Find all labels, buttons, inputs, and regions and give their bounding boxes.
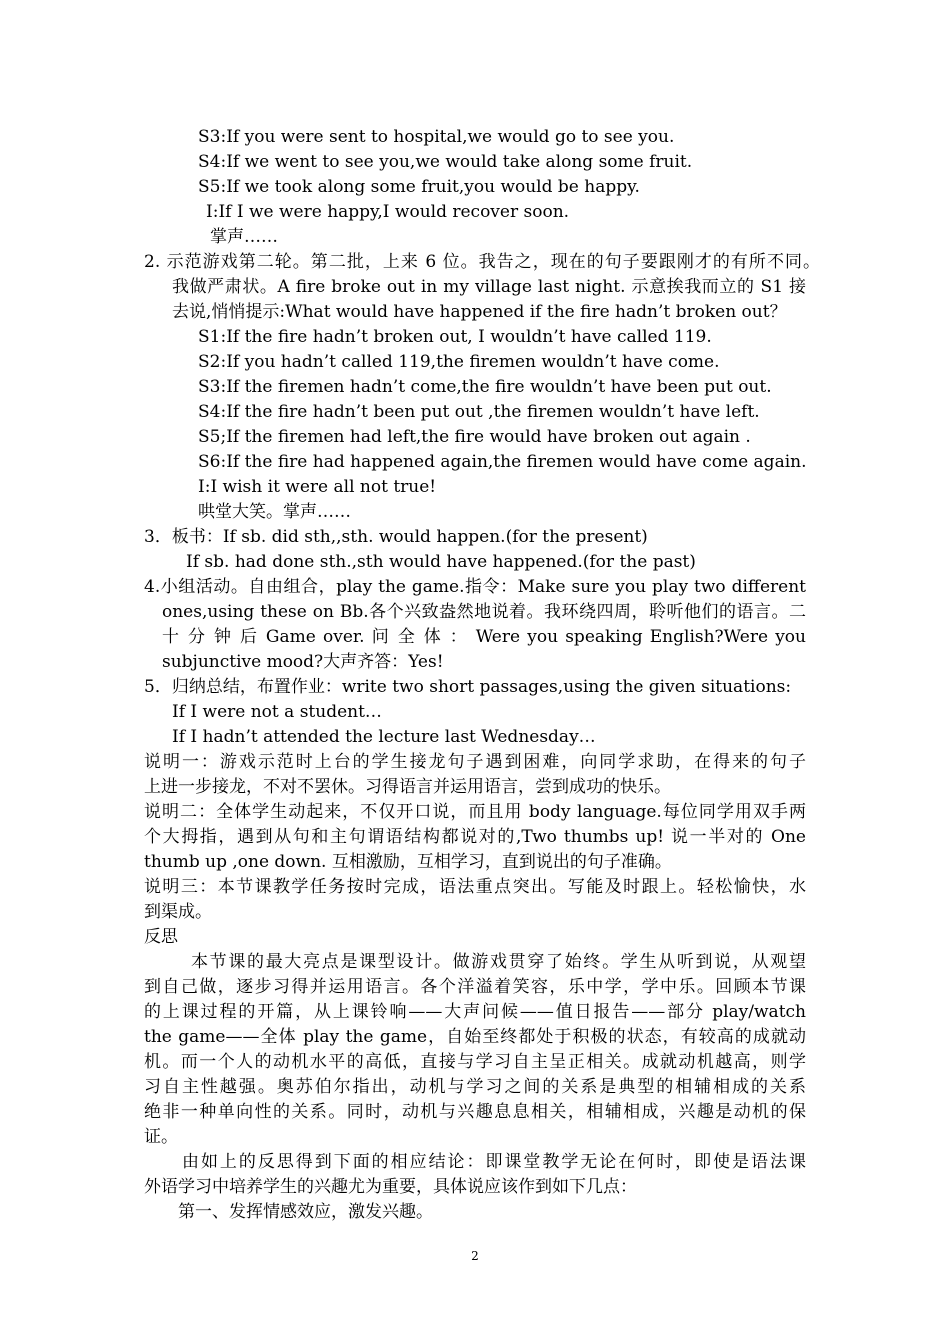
text-line: 习自主性越强。奥苏伯尔指出，动机与学习之间的关系是典型的相辅相成的关系 (144, 1077, 806, 1097)
text-line: S5:If we took along some fruit,you would be happy. (198, 177, 640, 197)
text-line: 到渠成。 (144, 902, 212, 922)
text-line: 说明三：本节课教学任务按时完成，语法重点突出。写能及时跟上。轻松愉快，水 (144, 877, 806, 897)
text-line: 4.小组活动。自由组合，play the game.指令：Make sure you play two different (144, 577, 806, 597)
page-number: 2 (471, 1249, 479, 1263)
text-line: the game——全体 play the game，自始至终都处于积极的状态，有较高的成就动 (144, 1027, 806, 1047)
text-line: 上进一步接龙，不对不罢休。习得语言并运用语言，尝到成功的快乐。 (144, 777, 671, 797)
text-line: thumb up ,one down. 互相激励，互相学习，直到说出的句子准确。 (144, 852, 672, 872)
text-line: 5．归纳总结，布置作业：write two short passages,using the given situations: (144, 677, 792, 697)
text-line: 说明二：全体学生动起来，不仅开口说，而且用 body language.每位同学用双手两 (144, 802, 806, 822)
text-line: 个大拇指，遇到从句和主句谓语结构都说对的,Two thumbs up! 说一半对的 One (144, 827, 806, 847)
text-line: 的上课过程的开篇，从上课铃响——大声问候——值日报告——部分 play/watch (144, 1002, 806, 1022)
text-line: 外语学习中培养学生的兴趣尤为重要，具体说应该作到如下几点： (144, 1177, 637, 1197)
text-line: 证。 (144, 1127, 178, 1147)
text-line: 3．板书：If sb. did sth,,sth. would happen.(for the present) (144, 527, 648, 547)
text-line: 由如上的反思得到下面的相应结论：即课堂教学无论在何时，即使是语法课 (182, 1152, 806, 1172)
text-line: 哄堂大笑。掌声…… (198, 502, 351, 522)
text-line: S6:If the fire had happened again,the firemen would have come again. (198, 452, 807, 472)
text-line: S5;If the firemen had left,the fire would have broken out again . (198, 427, 751, 447)
text-line: If I hadn’t attended the lecture last Wednesday… (172, 727, 596, 747)
text-line: S1:If the fire hadn’t broken out, I wouldn’t have called 119. (198, 327, 712, 347)
text-line: 掌声…… (210, 227, 278, 247)
text-line: 本节课的最大亮点是课型设计。做游戏贯穿了始终。学生从听到说，从观望 (191, 952, 806, 972)
text-line: 机。而一个人的动机水平的高低，直接与学习自主呈正相关。成就动机越高，则学 (144, 1052, 806, 1072)
text-line: 到自己做，逐步习得并运用语言。各个洋溢着笑容，乐中学，学中乐。回顾本节课 (144, 977, 806, 997)
text-line: S3:If you were sent to hospital,we would go to see you. (198, 127, 675, 147)
text-line: S3:If the firemen hadn’t come,the fire wouldn’t have been put out. (198, 377, 772, 397)
text-line: If I were not a student… (172, 702, 382, 722)
text-line: 说明一：游戏示范时上台的学生接龙句子遇到困难，向同学求助，在得来的句子 (144, 752, 806, 772)
text-line: If sb. had done sth.,sth would have happened.(for the past) (186, 552, 696, 572)
text-line: 第一、发挥情感效应，激发兴趣。 (178, 1202, 433, 1222)
text-line: S4:If we went to see you,we would take along some fruit. (198, 152, 693, 172)
text-line: 我做严肃状。A fire broke out in my village last night. 示意挨我而立的 S1 接 (172, 277, 806, 297)
text-line: ones,using these on Bb.各个兴致盎然地说着。我环绕四周，聆听他们的语言。二 (162, 602, 806, 622)
text-line: 去说,悄悄提示:What would have happened if the fire hadn’t broken out？ (172, 302, 787, 322)
text-line: 绝非一种单向性的关系。同时，动机与兴趣息息相关，相辅相成，兴趣是动机的保 (144, 1102, 806, 1122)
text-line: subjunctive mood?大声齐答：Yes! (162, 652, 444, 672)
text-line: S2:If you hadn’t called 119,the firemen wouldn’t have come. (198, 352, 720, 372)
text-line: I:I wish it were all not true! (198, 477, 437, 497)
text-line: 2. 示范游戏第二轮。第二批，上来 6 位。我告之，现在的句子要跟刚才的有所不同。 (144, 252, 820, 272)
text-line: I:If I we were happy,I would recover soon. (206, 202, 570, 222)
text-line: 十 分 钟 后 Game over. 问 全 体 ： Were you speaking English?Were you (162, 627, 806, 647)
section-heading: 反思 (144, 927, 178, 947)
text-line: S4:If the fire hadn’t been put out ,the firemen wouldn’t have left. (198, 402, 760, 422)
